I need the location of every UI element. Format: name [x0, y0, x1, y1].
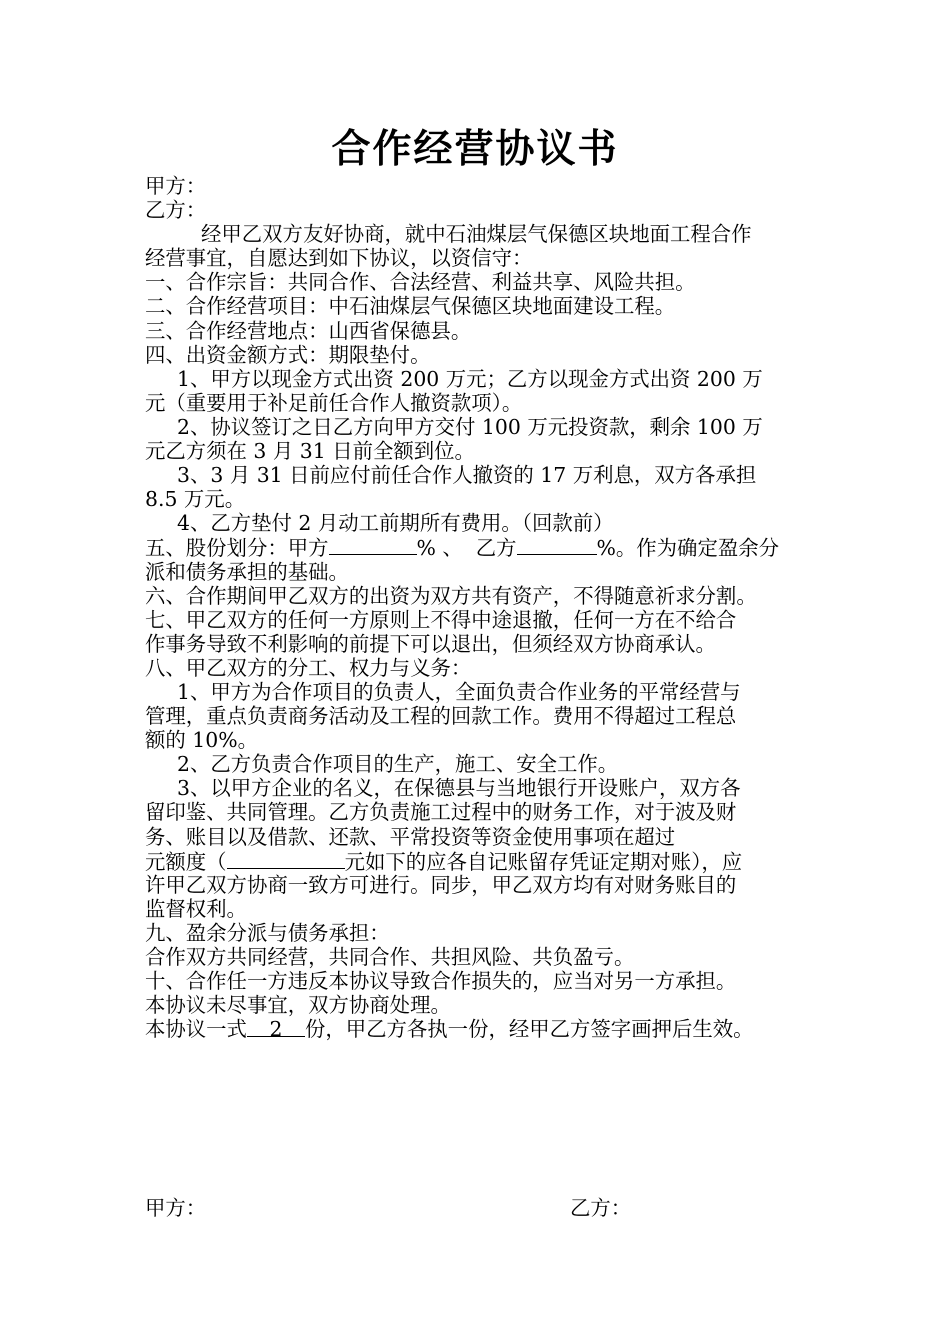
text-line: 8.5 万元。: [145, 487, 246, 512]
text-line: 乙方：: [145, 198, 207, 223]
shares-mid: % 、 乙方: [416, 536, 517, 561]
text-line: 合作双方共同经营，共同合作、共担风险、共负盈亏。: [145, 945, 635, 969]
copies-count: 2: [247, 1017, 305, 1037]
amount-suffix: 元如下的应各自记账留存凭证定期对账），应: [344, 849, 743, 874]
text-line: 元（重要用于补足前任合作人撤资款项）。: [145, 390, 523, 415]
text-line: 留印鉴、共同管理。乙方负责施工过程中的财务工作，对于波及财: [145, 800, 737, 825]
text-line: 务、账目以及借款、还款、平常投资等资金使用事项在超过: [145, 824, 676, 849]
text-line: 1、甲方以现金方式出资 200 万元；乙方以现金方式出资 200 万: [177, 366, 763, 391]
text-line: 九、盈余分派与债务承担：: [145, 920, 390, 945]
text-line: 元乙方须在 3 月 31 日前全额到位。: [145, 439, 475, 464]
text-line: 三、合作经营地点：山西省保德县。: [145, 318, 472, 343]
text-line: 六、合作期间甲乙双方的出资为双方共有资产，不得随意祈求分割。: [145, 583, 757, 608]
text-line: 十、合作任一方违反本协议导致合作损失的，应当对另一方承担。: [145, 969, 737, 994]
text-line: 甲方：: [145, 174, 207, 198]
text-line: 经营事宜，自愿达到如下协议，以资信守：: [145, 246, 533, 271]
shares-suffix: %。作为确定盈余分: [596, 536, 780, 561]
text-line: 七、甲乙双方的任何一方原则上不得中途退撤，任何一方在不给合: [145, 607, 737, 632]
copies-prefix: 本协议一式: [145, 1017, 247, 1042]
text-line: 3、以甲方企业的名义，在保德县与当地银行开设账户，双方各: [177, 776, 741, 801]
text-line: 监督权利。: [145, 896, 247, 921]
amount-prefix: 元额度（: [145, 849, 227, 874]
text-line: 2、乙方负责合作项目的生产，施工、安全工作。: [177, 752, 619, 777]
text-line: 四、出资金额方式：期限垫付。: [145, 342, 431, 367]
text-line: 额的 10%。: [145, 728, 258, 753]
amount-blank: [227, 849, 345, 869]
amount-limit-line: [145, 849, 810, 873]
text-line: 八、甲乙双方的分工、权力与义务：: [145, 655, 472, 680]
text-line: 4、乙方垫付 2 月动工前期所有费用。（回款前）: [177, 511, 614, 536]
text-line: 作事务导致不利影响的前提下可以退出，但须经双方协商承认。: [145, 631, 716, 656]
text-line: 派和债务承担的基础。: [145, 559, 349, 584]
copies-line: [145, 1017, 810, 1041]
text-line: 本协议未尽事宜，双方协商处理。: [145, 993, 451, 1018]
clause-5-shares-line: [145, 535, 810, 559]
signature-party-b: 乙方：: [570, 1196, 632, 1220]
text-line: 经甲乙双方友好协商，就中石油煤层气保德区块地面工程合作: [201, 222, 752, 247]
text-line: 二、合作经营项目：中石油煤层气保德区块地面建设工程。: [145, 294, 676, 319]
signature-party-a: 甲方：: [145, 1196, 207, 1220]
party-a-share-blank: [329, 535, 417, 555]
document-body: [145, 174, 810, 1041]
text-line: 一、合作宗旨：共同合作、合法经营、利益共享、风险共担。: [145, 270, 696, 295]
text-line: 3、3 月 31 日前应付前任合作人撤资的 17 万利息，双方各承担: [177, 463, 757, 488]
copies-suffix: 份，甲乙方各执一份，经甲乙方签字画押后生效。: [304, 1017, 754, 1042]
shares-prefix: 五、股份划分：甲方: [145, 536, 329, 561]
text-line: 管理，重点负责商务活动及工程的回款工作。费用不得超过工程总: [145, 704, 737, 729]
text-line: 1、甲方为合作项目的负责人，全面负责合作业务的平常经营与: [177, 679, 741, 704]
party-b-share-blank: [517, 535, 597, 555]
document-title: 合作经营协议书: [331, 127, 619, 172]
text-line: 2、协议签订之日乙方向甲方交付 100 万元投资款，剩余 100 万: [177, 414, 763, 439]
text-line: 许甲乙双方协商一致方可进行。同步，甲乙双方均有对财务账目的: [145, 872, 737, 897]
